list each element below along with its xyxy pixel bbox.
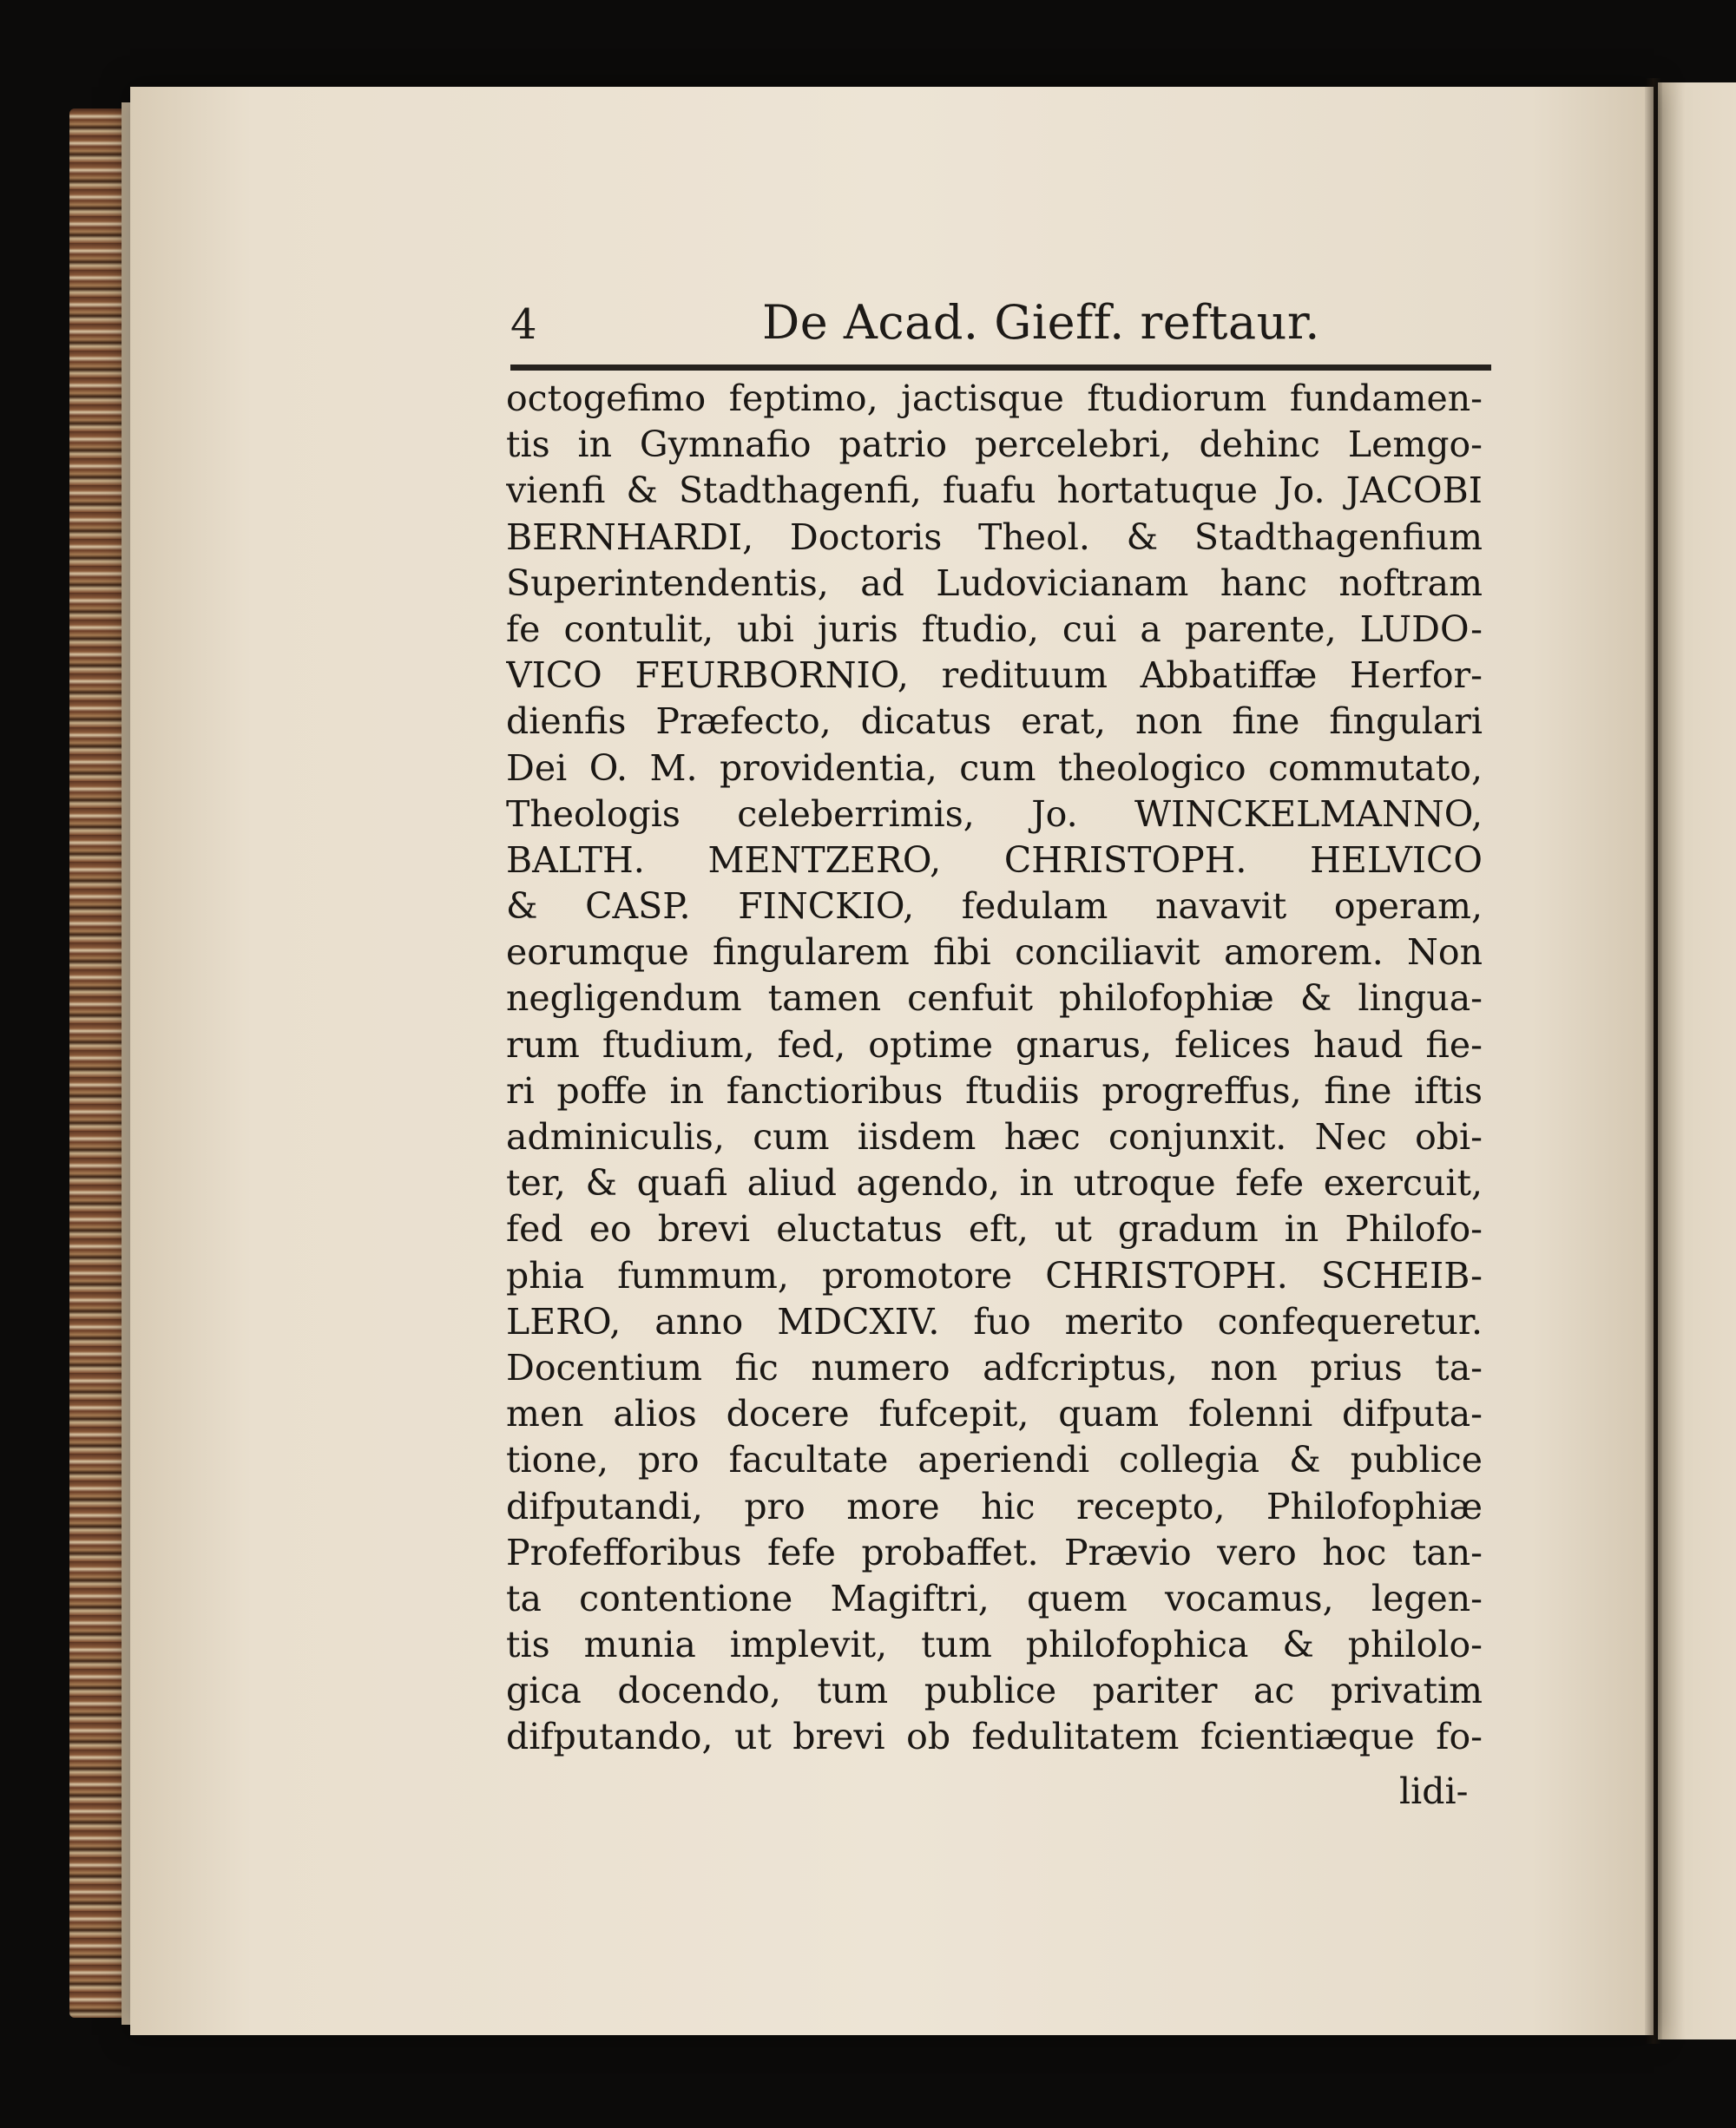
text-line: octogefimo feptimo, jactisque ftudiorum fundamen- — [506, 378, 1483, 419]
text-line: Theologis celeberrimis, Jo. WINCKELMANNO, — [506, 792, 1483, 835]
text-line: Dei O. M. providentia, cum theologico commutato, — [506, 746, 1483, 789]
text-line: rum ftudium, fed, optime gnarus, felices haud fie- — [506, 1023, 1483, 1066]
text-line: & CASP. FINCKIO, fedulam navavit operam, — [506, 885, 1483, 928]
text-line: phia fummum, promotore CHRISTOPH. SCHEIB- — [506, 1254, 1483, 1297]
text-line: BALTH. MENTZERO, CHRISTOPH. HELVICO — [506, 838, 1483, 881]
text-line: tis in Gymnafio patrio percelebri, dehinc Lemgo- — [506, 424, 1483, 466]
text-line: BERNHARDI, Doctoris Theol. & Stadthagenfium — [506, 516, 1483, 558]
text-line: tis munia implevit, tum philofophica & philolo- — [506, 1624, 1483, 1666]
page-number: 4 — [510, 300, 537, 349]
text-line: men alios docere fufcepit, quam folenni difputa- — [506, 1393, 1483, 1435]
text-line: tione, pro facultate aperiendi collegia & publice — [506, 1439, 1483, 1481]
text-line: difputandi, pro more hic recepto, Philofophiæ — [506, 1485, 1483, 1527]
running-title: De Acad. Gieff. reftaur. — [762, 295, 1320, 350]
page-gutter — [1645, 78, 1662, 2044]
text-line: vienfi & Stadthagenfi, fuafu hortatuque Jo. JACOBI — [506, 470, 1483, 512]
text-line: eorumque fingularem fibi conciliavit amorem. Non — [506, 931, 1483, 974]
text-line: dienfis Præfecto, dicatus erat, non fine fingulari — [506, 700, 1483, 743]
header-rule — [510, 365, 1491, 371]
text-line: Profefforibus fefe probaffet. Prævio vero hoc tan- — [506, 1531, 1483, 1573]
facing-page — [1658, 82, 1736, 2039]
text-line: ri poffe in fanctioribus ftudiis progreffus, fine iftis — [506, 1069, 1483, 1112]
text-line: Superintendentis, ad Ludovicianam hanc noftram — [506, 562, 1483, 604]
body-text — [506, 376, 1483, 1761]
text-line: ter, & quafi aliud agendo, in utroque fefe exercuit, — [506, 1162, 1483, 1205]
text-line: adminiculis, cum iisdem hæc conjunxit. Nec obi- — [506, 1116, 1483, 1158]
text-line: Docentium fic numero adfcriptus, non prius ta- — [506, 1346, 1483, 1389]
text-line: VICO FEURBORNIO, redituum Abbatiffæ Herfor- — [506, 654, 1483, 697]
text-line: ta contentione Magiftri, quem vocamus, legen- — [506, 1577, 1483, 1619]
text-line: fe contulit, ubi juris ftudio, cui a parente, LUDO- — [506, 608, 1483, 650]
catchword: lidi- — [1399, 1770, 1469, 1812]
text-line: LERO, anno MDCXIV. fuo merito confequeretur. — [506, 1300, 1483, 1343]
page-header — [510, 295, 1496, 358]
text-line: fed eo brevi eluctatus eft, ut gradum in Philofo- — [506, 1208, 1483, 1251]
text-line: difputando, ut brevi ob fedulitatem fcientiæque fo- — [506, 1716, 1483, 1758]
text-line: gica docendo, tum publice pariter ac privatim — [506, 1670, 1483, 1712]
text-line: negligendum tamen cenfuit philofophiæ & lingua- — [506, 977, 1483, 1020]
